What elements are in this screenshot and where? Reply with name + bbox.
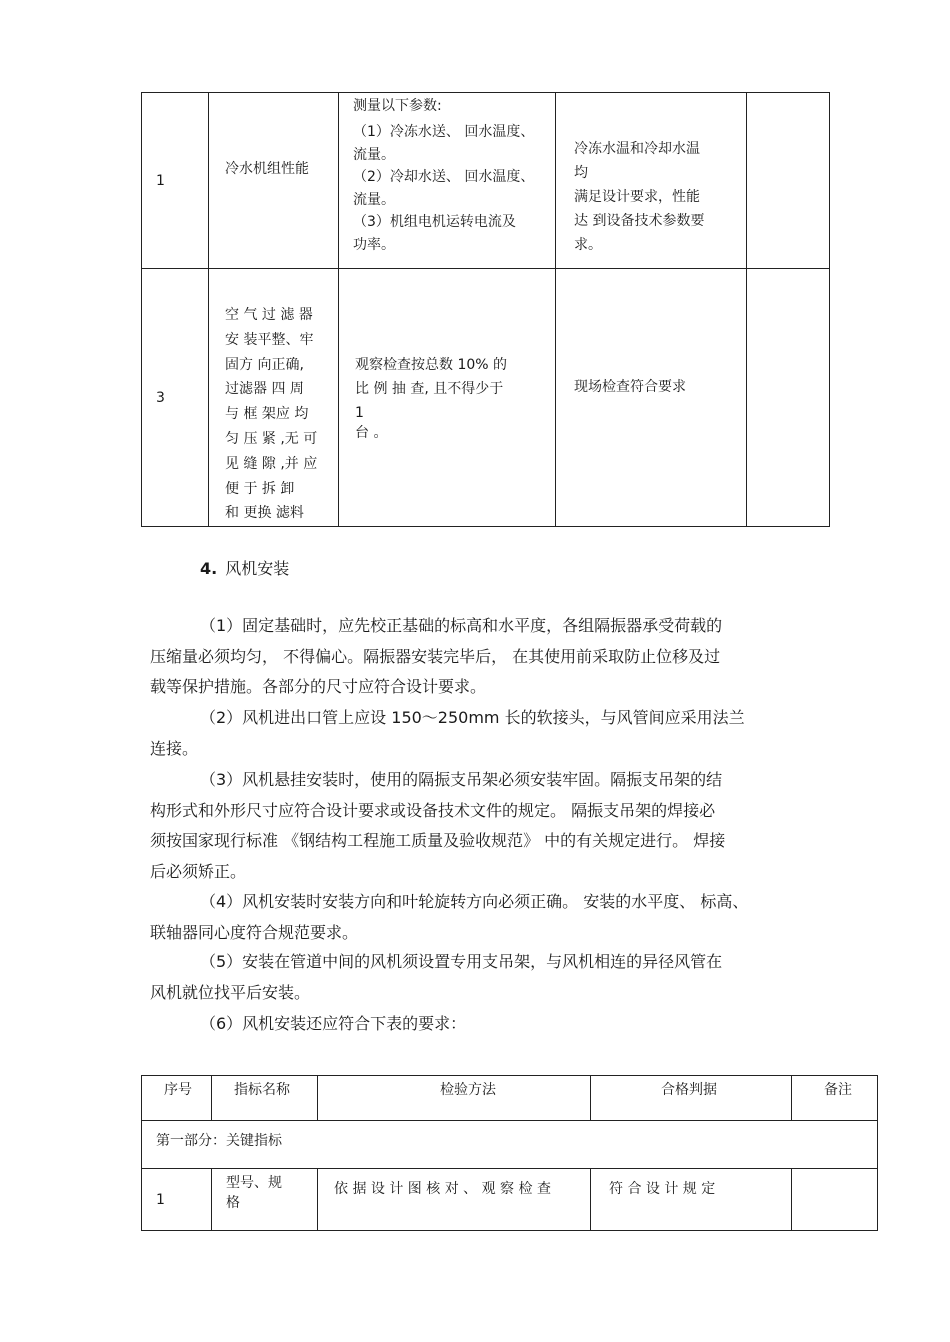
paragraph-1: （1）固定基础时，应先校正基础的标高和水平度，各组隔振器承受荷载的 压缩量必须均匀， 不得偏心。隔振器安装完毕后， 在其使用前采取防止位移及过 载等保护措施。各部分的尺寸应符合设计要求。: [150, 616, 723, 697]
section-heading: [200, 556, 289, 579]
note-cell: [792, 1169, 878, 1231]
row-number: 3: [142, 269, 209, 527]
inspection-table-upper: [141, 92, 830, 527]
name-line: 匀 压 紧 ,无 可: [225, 430, 318, 447]
criteria-cell: [556, 93, 747, 269]
method-cell: 依 据 设 计 图 核 对 、 观 察 检 查: [318, 1169, 591, 1231]
section-title: 风机安装: [225, 559, 290, 578]
paragraph-4: （4）风机安装时安装方向和叶轮旋转方向必须正确。 安装的水平度、 标高、 联轴器同心度符合规范要求。: [150, 892, 749, 942]
method-line: 台 。: [355, 425, 388, 441]
paragraph-5: （5）安装在管道中间的风机须设置专用支吊架，与风机相连的异径风管在 风机就位找平后安装。: [150, 952, 723, 1002]
criteria-cell: 现场检查符合要求: [556, 269, 747, 527]
method-line: （2）冷却水送、 回水温度、: [353, 169, 535, 185]
name-line: 格: [226, 1195, 240, 1211]
header-cell: 检验方法: [318, 1076, 591, 1121]
criteria-line: 求。: [574, 237, 602, 253]
table-header-row: [142, 1076, 878, 1121]
table-row: [142, 269, 830, 527]
method-line: 流量。: [353, 146, 395, 163]
item-name-cell: [212, 1169, 318, 1231]
section-number: 4.: [200, 559, 218, 578]
header-cell: 指标名称: [212, 1076, 318, 1121]
fan-installation-table: [141, 1075, 878, 1231]
method-line: 观察检查按总数 10% 的: [355, 357, 508, 373]
name-line: 安 装平整、牢: [225, 331, 314, 348]
method-line: 流量。: [353, 191, 395, 208]
method-line: 1: [355, 405, 364, 421]
row-number: 1: [142, 1169, 212, 1231]
method-cell: [339, 269, 556, 527]
row-number: 1: [142, 93, 209, 269]
name-line: 和 更换 滤料: [225, 505, 304, 522]
method-line: 功率。: [353, 236, 395, 253]
method-line: 比 例 抽 查, 且不得少于: [355, 381, 504, 397]
method-line: （1）冷冻水送、 回水温度、: [353, 124, 535, 140]
criteria-line: 达 到设备技术参数要: [574, 213, 705, 229]
name-line: 与 框 架应 均: [225, 406, 309, 423]
item-name-cell: 冷水机组性能: [209, 93, 339, 269]
name-line: 固方 向正确,: [225, 356, 304, 373]
name-line: 空 气 过 滤 器: [225, 307, 313, 323]
criteria-line: 满足设计要求，性能: [574, 189, 700, 205]
section-label-cell: 第一部分：关键指标: [142, 1121, 878, 1169]
paragraph-6: （6）风机安装还应符合下表的要求：: [200, 1014, 467, 1033]
method-line: （3）机组电机运转电流及: [353, 214, 516, 230]
header-cell: 序号: [142, 1076, 212, 1121]
paragraph-2: （2）风机进出口管上应设 150～250mm 长的软接头，与风管间应采用法兰 连接。: [150, 708, 745, 758]
item-name-cell: [209, 269, 339, 527]
name-line: 便 于 拆 卸: [225, 480, 295, 497]
criteria-line: 冷冻水温和冷却水温: [574, 141, 700, 157]
name-line: 过滤器 四 周: [225, 381, 304, 398]
method-title: 测量以下参数:: [353, 98, 442, 114]
table-section-row: [142, 1121, 878, 1169]
criteria-cell: 符 合 设 计 规 定: [591, 1169, 792, 1231]
note-cell: [747, 269, 830, 527]
header-cell: 备注: [792, 1076, 878, 1121]
paragraph-3: （3）风机悬挂安装时，使用的隔振支吊架必须安装牢固。隔振支吊架的结 构形式和外形尺寸应符合设计要求或设备技术文件的规定。 隔振支吊架的焊接必 须按国家现行标准 《钢结构工程施工质量及验收规范》 中的有关规定进行。 焊接 后必须矫正。: [150, 770, 726, 882]
method-cell: [339, 93, 556, 269]
table-row: [142, 1169, 878, 1231]
note-cell: [747, 93, 830, 269]
name-line: 见 缝 隙 ,并 应: [225, 455, 318, 472]
table-row: [142, 93, 830, 269]
header-cell: 合格判据: [591, 1076, 792, 1121]
name-line: 型号、规: [226, 1175, 282, 1191]
criteria-line: 均: [574, 165, 588, 181]
